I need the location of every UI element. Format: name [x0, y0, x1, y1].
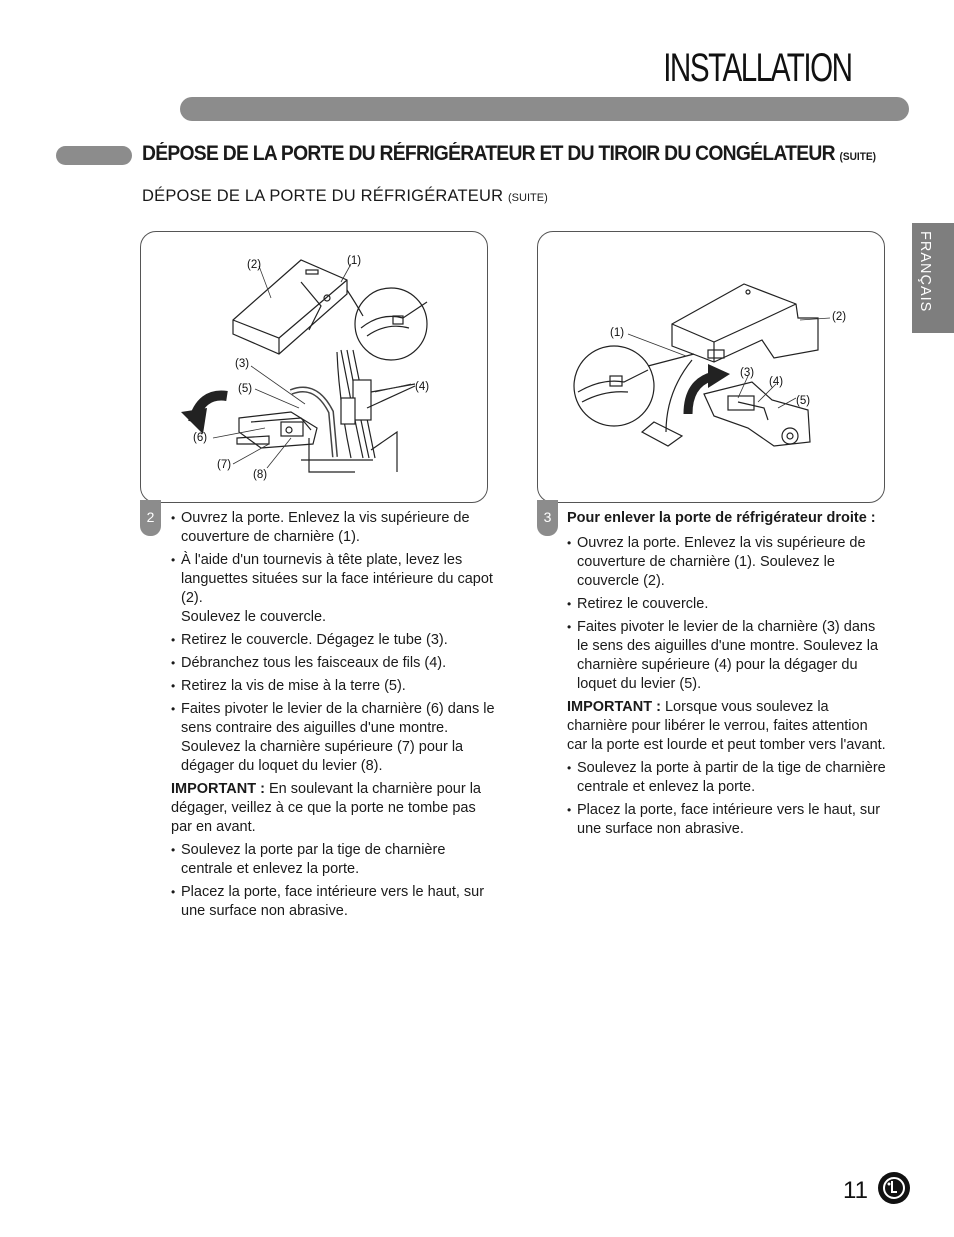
list-item: • Retirez le couvercle.	[567, 595, 887, 614]
important-note	[171, 780, 496, 837]
step-2-number: 2	[140, 500, 161, 536]
header-bar	[180, 97, 909, 121]
step-3-list-a	[567, 534, 887, 694]
page-title: INSTALLATION	[663, 46, 852, 90]
subsection-title: DÉPOSE DE LA PORTE DU RÉFRIGÉRATEUR	[142, 187, 504, 205]
lg-logo-icon	[878, 1172, 910, 1204]
section-title-suffix: (SUITE)	[839, 151, 877, 163]
important-label: IMPORTANT :	[171, 781, 265, 797]
callout-3: (3)	[235, 358, 250, 370]
list-item: • Placez la porte, face intérieure vers le haut, sur une surface non abrasive.	[567, 801, 887, 839]
important-label: IMPORTANT :	[567, 699, 661, 715]
callout-4: (4)	[769, 376, 784, 388]
callout-5: (5)	[238, 383, 253, 395]
callout-3: (3)	[740, 367, 755, 379]
important-text: En soulevant la charnière pour la dégager, veillez à ce que la porte ne tombe pas par en avant.	[171, 781, 481, 835]
list-item: • Retirez le couvercle. Dégagez le tube (3).	[171, 631, 496, 650]
list-item: • Faites pivoter le levier de la charnière (3) dans le sens des aiguilles d'une montre. Soulevez la charnière supérieure (4) pour la dégager du loquet du levier (5).	[567, 618, 887, 694]
callout-6: (6)	[193, 432, 208, 444]
step-3-heading: Pour enlever la porte de réfrigérateur droite :	[567, 510, 876, 526]
figure-right-hinge	[537, 231, 885, 503]
important-note	[567, 698, 887, 755]
hinge-diagram-right	[538, 232, 884, 502]
language-tab-label: FRANÇAIS	[917, 231, 933, 313]
page-number: 11	[843, 1177, 868, 1204]
list-item: • Placez la porte, face intérieure vers le haut, sur une surface non abrasive.	[171, 883, 496, 921]
list-item: • Retirez la vis de mise à la terre (5).	[171, 677, 496, 696]
step-3-number: 3	[537, 500, 558, 536]
callout-2: (2)	[247, 259, 262, 271]
callout-5: (5)	[796, 395, 811, 407]
list-item: • Ouvrez la porte. Enlevez la vis supérieure de couverture de charnière (1). Soulevez le couvercle (2).	[567, 534, 887, 591]
step-2-list-a	[171, 509, 496, 776]
list-item: • Débranchez tous les faisceaux de fils (4).	[171, 654, 496, 673]
step-2-instructions	[171, 509, 496, 925]
lg-logo-mark	[878, 1172, 910, 1204]
hinge-diagram-left	[141, 232, 487, 502]
callout-1: (1)	[347, 255, 362, 267]
list-item-extra: Soulevez le couvercle.	[181, 609, 327, 625]
callout-8: (8)	[253, 469, 268, 481]
section-heading	[142, 142, 876, 166]
list-item	[171, 551, 496, 627]
list-item: • Soulevez la porte par la tige de charnière centrale et enlevez la porte.	[171, 841, 496, 879]
language-tab	[912, 223, 954, 333]
step-2-list-b	[171, 841, 496, 921]
subsection-title-suffix: (SUITE)	[508, 192, 548, 204]
figure-left-hinge	[140, 231, 488, 503]
callout-2: (2)	[832, 311, 847, 323]
callout-7: (7)	[217, 459, 232, 471]
important-text: Lorsque vous soulevez la charnière pour libérer le verrou, faites attention car la porte est lourde et peut tomber vers l'avant.	[567, 699, 886, 753]
list-item: • Ouvrez la porte. Enlevez la vis supérieure de couverture de charnière (1).	[171, 509, 496, 547]
list-item: • Soulevez la porte à partir de la tige de charnière centrale et enlevez la porte.	[567, 759, 887, 797]
section-marker	[56, 146, 132, 165]
callout-4: (4)	[415, 381, 430, 393]
step-3-list-b	[567, 759, 887, 839]
list-item-text: À l'aide d'un tournevis à tête plate, levez les languettes situées sur la face intérieure du capot (2).	[181, 552, 493, 606]
step-3-instructions	[567, 509, 887, 843]
section-title: DÉPOSE DE LA PORTE DU RÉFRIGÉRATEUR ET DU TIROIR DU CONGÉLATEUR	[142, 142, 835, 165]
callout-1: (1)	[610, 327, 625, 339]
list-item: • Faites pivoter le levier de la charnière (6) dans le sens contraire des aiguilles d'une montre. Soulevez la charnière supérieure (7) pour la dégager du loquet du levier (8).	[171, 700, 496, 776]
subsection-heading	[142, 187, 548, 206]
